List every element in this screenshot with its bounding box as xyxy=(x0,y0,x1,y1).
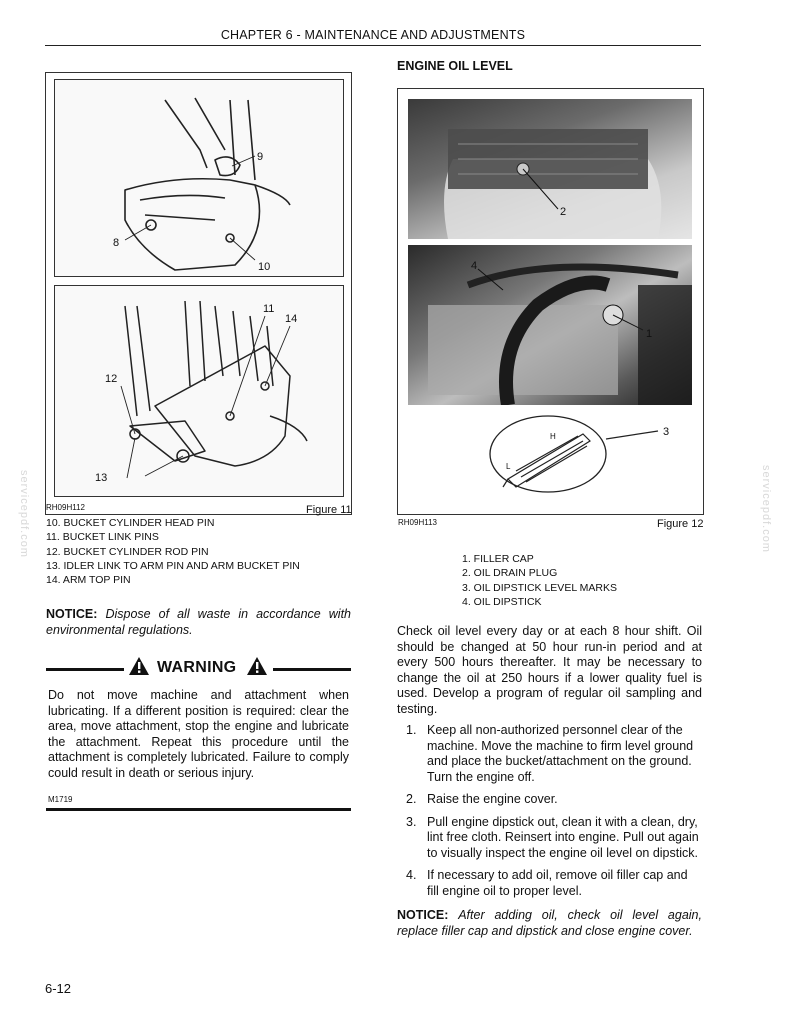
warning-icon-left xyxy=(128,656,150,681)
step-item xyxy=(406,868,702,899)
step-text: Raise the engine cover. xyxy=(427,792,558,806)
bucket-pins-line-drawing xyxy=(55,286,343,496)
bucket-cylinder-illustration xyxy=(54,79,344,277)
engine-top-photo xyxy=(408,245,692,405)
warning-triangle-icon xyxy=(246,656,268,676)
list-item: 1. FILLER CAP xyxy=(462,553,534,565)
figure-12-frame xyxy=(397,88,704,515)
warning-title: WARNING xyxy=(157,659,237,676)
dipstick-mark-l: L xyxy=(506,462,511,471)
notice-label: NOTICE: xyxy=(46,607,98,621)
step-text: Pull engine dipstick out, clean it with a clean, dry, lint free cloth. Reinsert into engine. Pull out again to visually inspect the engine oil level on dipstick. xyxy=(427,814,699,860)
list-item: 12. BUCKET CYLINDER ROD PIN xyxy=(46,545,209,558)
section-title: ENGINE OIL LEVEL xyxy=(397,59,513,73)
dipstick-line-drawing xyxy=(408,409,692,499)
dipstick-mark-h: H xyxy=(550,432,556,441)
figure-11-frame xyxy=(45,72,352,515)
step-number: 3. xyxy=(406,814,417,829)
step-number: 2. xyxy=(406,792,417,806)
notice-waste xyxy=(46,607,351,638)
notice-text: Dispose of all waste in accordance with environmental regulations. xyxy=(46,607,351,637)
figure-12-code: RH09H113 xyxy=(398,518,437,527)
chapter-title: CHAPTER 6 - MAINTENANCE AND ADJUSTMENTS xyxy=(220,28,526,42)
list-item: 10. BUCKET CYLINDER HEAD PIN xyxy=(46,517,215,529)
figure-11-legend xyxy=(46,516,351,587)
callout-14: 14 xyxy=(285,313,298,325)
oil-check-intro: Check oil level every day or at each 8 hour shift. Oil should be changed at 50 hour run-in period and at every 500 hours thereafter. It may be necessary to change the oil at 250 hours if a lower quality fuel is used. Develop a program of regular oil sampling and testing. xyxy=(397,624,702,716)
notice-label: NOTICE: xyxy=(397,908,449,922)
notice-oil xyxy=(397,908,702,939)
oil-drain-plug-photo xyxy=(408,99,692,239)
step-text: Keep all non-authorized personnel clear of the machine. Move the machine to firm level ground and place the bucket/attachment on the ground. Turn the engine off. xyxy=(427,723,694,784)
callout-9: 9 xyxy=(257,151,264,163)
bucket-pins-illustration xyxy=(54,285,344,497)
drain-plug-photo-detail xyxy=(408,99,692,239)
callout-4: 4 xyxy=(471,260,478,272)
callout-12: 12 xyxy=(105,373,118,385)
callout-10: 10 xyxy=(258,261,271,273)
step-text: If necessary to add oil, remove oil filler cap and fill engine oil to proper level. xyxy=(427,868,688,898)
list-item: 14. ARM TOP PIN xyxy=(46,574,131,587)
figure-11-code: RH09H112 xyxy=(46,503,85,512)
warning-rule-bottom xyxy=(46,808,351,811)
callout-2: 2 xyxy=(560,206,567,218)
step-item xyxy=(406,723,702,785)
figure-11-caption: Figure 11 xyxy=(306,504,352,516)
warning-text: Do not move machine and attachment when lubricating. If a different position is required: clear the area, move attachment, stop the engine and lubricate the attachment. Repeat this procedure until the attachment is completely lubricated. Failure to comply could result in death or serious injury. xyxy=(48,688,349,780)
figure-12-legend xyxy=(462,552,702,609)
oil-check-steps xyxy=(406,723,702,906)
watermark-left: servicepdf.com xyxy=(18,470,30,558)
warning-rule-left xyxy=(46,668,124,671)
warning-code: M1719 xyxy=(48,795,73,804)
callout-8: 8 xyxy=(113,237,120,249)
engine-photo-detail xyxy=(408,245,692,405)
callout-1: 1 xyxy=(646,328,653,340)
page-number: 6-12 xyxy=(45,981,72,996)
callout-13: 13 xyxy=(95,472,108,484)
warning-triangle-icon xyxy=(128,656,150,676)
list-item: 3. OIL DIPSTICK LEVEL MARKS xyxy=(462,581,618,594)
callout-11: 11 xyxy=(263,303,275,315)
list-item: 13. IDLER LINK TO ARM PIN AND ARM BUCKET PIN xyxy=(46,559,300,572)
warning-icon-right xyxy=(246,656,268,681)
step-item xyxy=(406,792,702,808)
bucket-line-drawing xyxy=(55,80,343,276)
header-rule xyxy=(45,45,701,46)
step-number: 1. xyxy=(406,723,417,737)
list-item: 2. OIL DRAIN PLUG xyxy=(462,567,558,580)
list-item: 11. BUCKET LINK PINS xyxy=(46,531,159,544)
notice-text: After adding oil, check oil level again, replace filler cap and dipstick and close engine cover. xyxy=(397,908,702,938)
warning-rule-right xyxy=(273,668,351,671)
list-item: 4. OIL DIPSTICK xyxy=(462,595,542,608)
callout-3: 3 xyxy=(663,426,670,438)
step-number: 4. xyxy=(406,868,417,882)
dipstick-level-marks-illustration xyxy=(408,409,692,499)
watermark-right: servicepdf.com xyxy=(760,465,772,553)
figure-12-caption: Figure 12 xyxy=(657,518,704,530)
step-item xyxy=(406,815,702,862)
